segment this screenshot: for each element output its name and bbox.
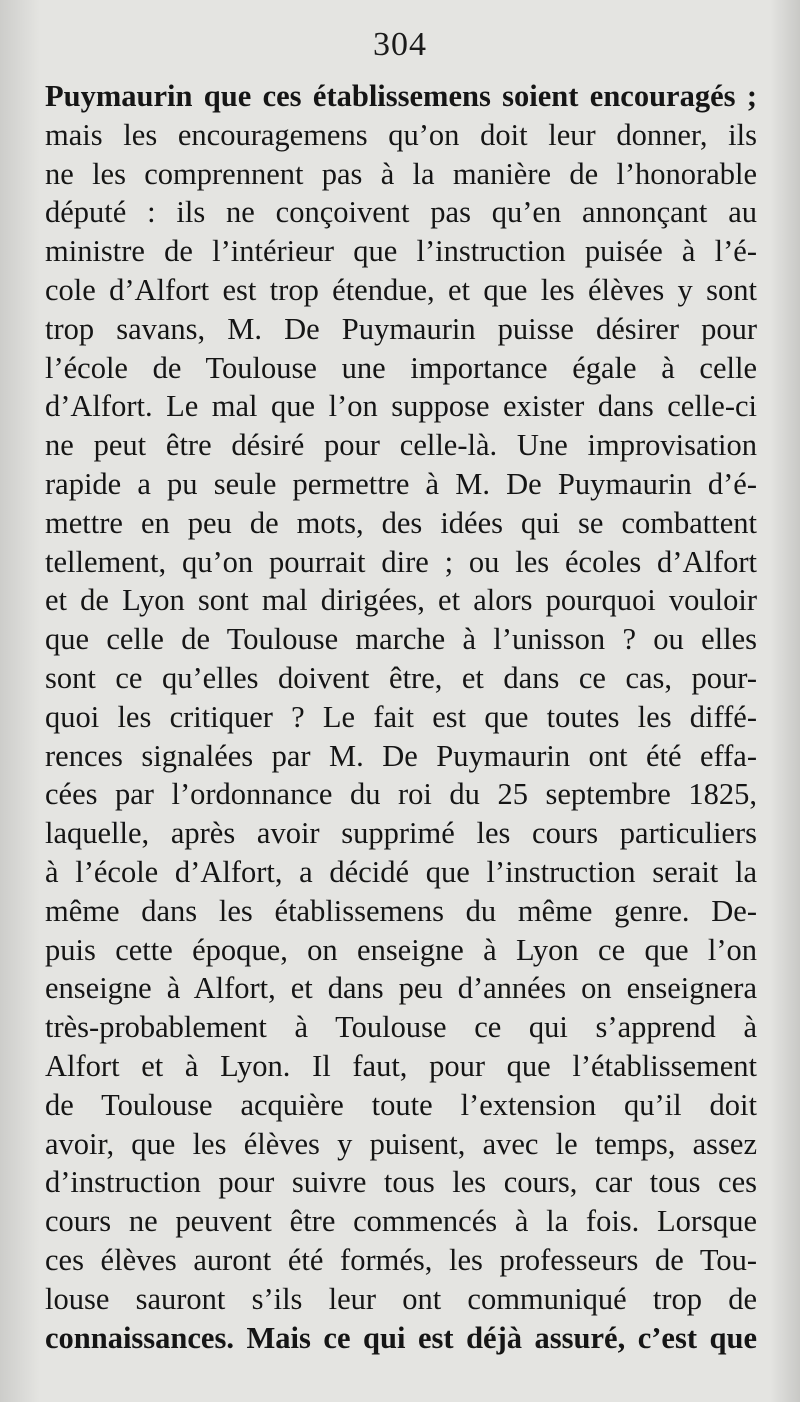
text-line: louse sauront s’ils leur ont communiqué trop de <box>45 1281 757 1316</box>
body-text <box>45 77 757 1357</box>
text-line: ne les comprennent pas à la manière de l’honorable <box>45 156 757 191</box>
text-line: laquelle, après avoir supprimé les cours particuliers <box>45 816 757 851</box>
text-line: de Toulouse acquière toute l’extension qu’il doit <box>45 1087 757 1122</box>
text-line: cours ne peuvent être commencés à la fois. Lorsque <box>45 1204 757 1239</box>
text-line: Puymaurin que ces établissemens soient encouragés ; <box>45 79 757 113</box>
text-line: ne peut être désiré pour celle-là. Une improvisation <box>45 428 757 463</box>
text-line: l’école de Toulouse une importance égale à celle <box>45 350 757 385</box>
text-line: cole d’Alfort est trop étendue, et que les élèves y sont <box>45 272 757 307</box>
text-line: et de Lyon sont mal dirigées, et alors pourquoi vouloir <box>45 583 757 618</box>
text-line: même dans les établissemens du même genre. De- <box>45 893 757 928</box>
text-line: rapide a pu seule permettre à M. De Puymaurin d’é- <box>45 466 757 501</box>
text-line: enseigne à Alfort, et dans peu d’années on enseignera <box>45 971 757 1006</box>
text-line: très-probablement à Toulouse ce qui s’apprend à <box>45 1010 757 1045</box>
text-line: ministre de l’intérieur que l’instruction puisée à l’é- <box>45 234 757 269</box>
text-line: ces élèves auront été formés, les professeurs de Tou- <box>45 1242 757 1277</box>
text-line: mettre en peu de mots, des idées qui se combattent <box>45 505 757 540</box>
text-line: connaissances. Mais ce qui est déjà assuré, c’est que <box>45 1320 757 1355</box>
text-line: Alfort et à Lyon. Il faut, pour que l’établissement <box>45 1048 757 1083</box>
text-line: d’instruction pour suivre tous les cours, car tous ces <box>45 1165 757 1200</box>
text-line: mais les encouragemens qu’on doit leur donner, ils <box>45 117 757 152</box>
text-line: trop savans, M. De Puymaurin puisse désirer pour <box>45 311 757 346</box>
text-line: avoir, que les élèves y puisent, avec le temps, assez <box>45 1126 757 1161</box>
text-line: quoi les critiquer ? Le fait est que toutes les diffé- <box>45 699 757 734</box>
text-line: puis cette époque, on enseigne à Lyon ce que l’on <box>45 932 757 967</box>
text-line: rences signalées par M. De Puymaurin ont été effa- <box>45 738 757 773</box>
page-number: 304 <box>373 26 427 63</box>
text-line: que celle de Toulouse marche à l’unisson ? ou elles <box>45 622 757 657</box>
text-line: d’Alfort. Le mal que l’on suppose exister dans celle-ci <box>45 389 757 424</box>
text-line: tellement, qu’on pourrait dire ; ou les écoles d’Alfort <box>45 544 757 579</box>
text-line: député : ils ne conçoivent pas qu’en annonçant au <box>45 195 757 230</box>
text-line: à l’école d’Alfort, a décidé que l’instruction serait la <box>45 854 757 889</box>
text-line: sont ce qu’elles doivent être, et dans ce cas, pour- <box>45 660 757 695</box>
text-line: cées par l’ordonnance du roi du 25 septembre 1825, <box>45 777 757 812</box>
